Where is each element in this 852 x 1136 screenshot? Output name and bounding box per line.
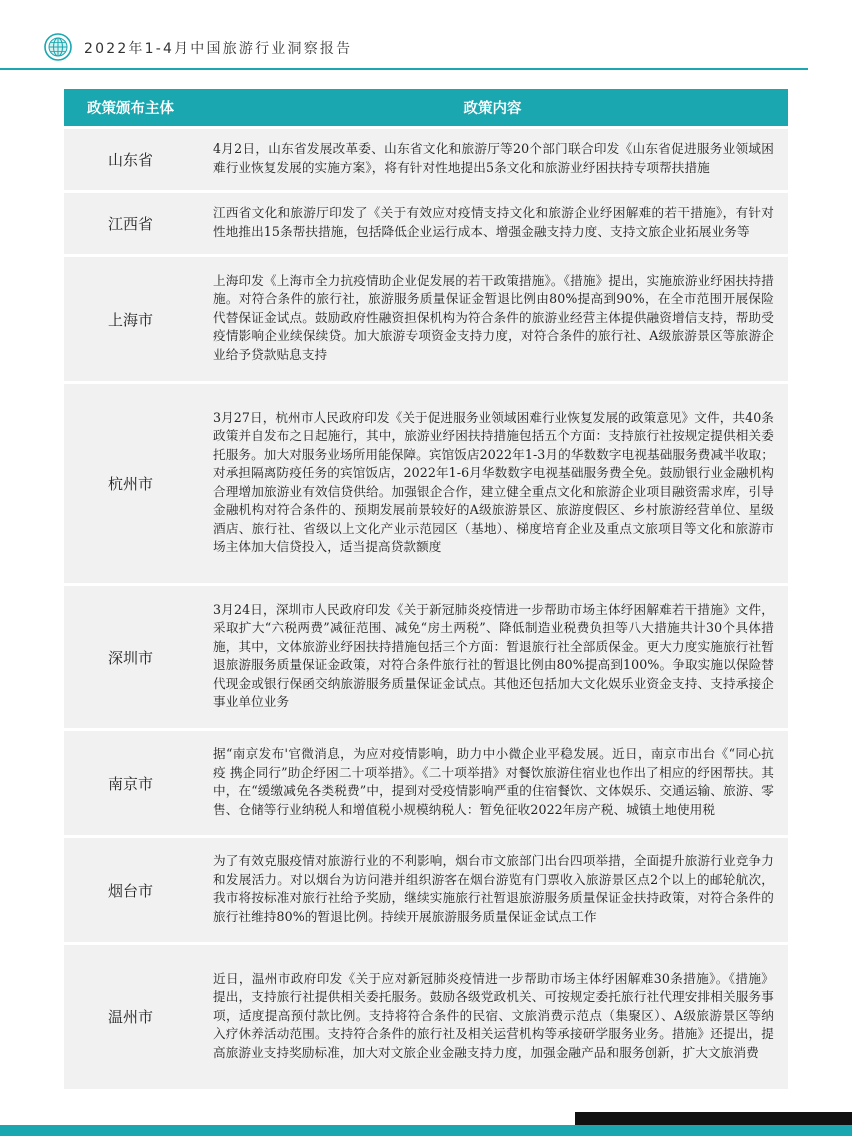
region-cell: 山东省 (64, 128, 197, 192)
table-row (64, 944, 788, 1089)
region-cell: 温州市 (64, 944, 197, 1089)
footer-accent-block (575, 1112, 852, 1125)
table-header-row (64, 89, 788, 128)
policy-content-cell: 3月27日，杭州市人民政府印发《关于促进服务业领域困难行业恢复发展的政策意见》文件，共40条政策并自发布之日起施行，其中，旅游业纾困扶持措施包括五个方面：支持旅行社按规定提供相关委托服务。加大对服务业场所用能保障。宾馆饭店2022年1-3月的华数数字电视基础服务费减半收取；对承担隔离防疫任务的宾馆饭店，2022年1-6月华数数字电视基础服务费全免。鼓励银行业金融机构合理增加旅游业有效信贷供给。加强银企合作，建立健全重点文化和旅游企业项目融资需求库，引导金融机构对符合条件的、预期发展前景较好的A级旅游景区、旅游度假区、乡村旅游经营单位、星级酒店、旅行社、省级以上文化产业示范园区（基地）、梯度培育企业及重点文旅项目等文化和旅游市场主体加大信贷投入，适当提高贷款额度 (197, 383, 788, 585)
footer-bar (0, 1125, 852, 1136)
table-row (64, 192, 788, 256)
table-row (64, 730, 788, 837)
globe-logo-icon (44, 33, 72, 61)
page-header (0, 0, 852, 70)
policy-content-cell: 为了有效克服疫情对旅游行业的不利影响，烟台市文旅部门出台四项举措，全面提升旅游行业竞争力和发展活力。对以烟台为访问港并组织游客在烟台游览有门票收入旅游景区点2个以上的邮轮航次，我市将按标准对旅行社给予奖励，继续实施旅行社暂退旅游服务质量保证金扶持政策，对符合条件的旅行社维持80%的暂退比例。持续开展旅游服务质量保证金试点工作 (197, 837, 788, 944)
header-divider (0, 68, 808, 70)
policy-content-cell: 3月24日，深圳市人民政府印发《关于新冠肺炎疫情进一步帮助市场主体纾困解难若干措施》文件，采取扩大“六税两费”减征范围、减免“房土两税”、降低制造业税费负担等八大措施共计30个具体措施，其中，文体旅游业纾困扶持措施包括三个方面：暂退旅行社全部质保金。更大力度实施旅行社暂退旅游服务质量保证金政策，对符合条件旅行社的暂退比例由80%提高到100%。争取实施以保险替代现金或银行保函交纳旅游服务质量保证金试点。其他还包括加大文化娱乐业资金支持、支持承接企事业单位业务 (197, 585, 788, 730)
region-cell: 杭州市 (64, 383, 197, 585)
policy-content-cell: 近日，温州市政府印发《关于应对新冠肺炎疫情进一步帮助市场主体纾困解难30条措施》。《措施》提出，支持旅行社提供相关委托服务。鼓励各级党政机关、可按规定委托旅行社代理安排相关服务事项，适度提高预付款比例。支持将符合条件的民宿、文旅消费示范点（集聚区）、A级旅游景区等纳入疗休养活动范围。支持符合条件的旅行社及相关运营机构等承接研学服务业务。措施》还提出，提高旅游业支持奖励标准，加大对文旅企业金融支持力度，加强金融产品和服务创新，扩大文旅消费 (197, 944, 788, 1089)
report-title: 2022年1-4月中国旅游行业洞察报告 (84, 41, 353, 57)
table-row (64, 256, 788, 383)
table-row (64, 585, 788, 730)
region-cell: 江西省 (64, 192, 197, 256)
column-header-content: 政策内容 (197, 89, 788, 128)
policy-content-cell: 江西省文化和旅游厅印发了《关于有效应对疫情支持文化和旅游企业纾困解难的若干措施》，有针对性地推出15条帮扶措施，包括降低企业运行成本、增强金融支持力度、支持文旅企业拓展业务等 (197, 192, 788, 256)
table-row (64, 128, 788, 192)
table-row (64, 837, 788, 944)
region-cell: 南京市 (64, 730, 197, 837)
column-header-issuer: 政策颁布主体 (64, 89, 197, 128)
region-cell: 上海市 (64, 256, 197, 383)
policy-table (64, 89, 788, 1089)
region-cell: 深圳市 (64, 585, 197, 730)
table-row (64, 383, 788, 585)
region-cell: 烟台市 (64, 837, 197, 944)
policy-content-cell: 上海印发《上海市全力抗疫情助企业促发展的若干政策措施》。《措施》提出，实施旅游业纾困扶持措施。对符合条件的旅行社，旅游服务质量保证金暂退比例由80%提高到90%，在全市范围开展保险代替保证金试点。鼓励政府性融资担保机构为符合条件的旅游业经营主体提供融资增信支持，帮助受疫情影响企业续保续贷。加大旅游专项资金支持力度，对符合条件的旅行社、A级旅游景区等旅游企业给予贷款贴息支持 (197, 256, 788, 383)
policy-content-cell: 据“南京发布'官微消息，为应对疫情影响，助力中小微企业平稳发展。近日，南京市出台《“同心抗疫 携企同行”助企纾困二十项举措》。《二十项举措》对餐饮旅游住宿业也作出了相应的纾困帮扶。其中，在“缓缴减免各类税费”中，提到对受疫情影响严重的住宿餐饮、文体娱乐、交通运输、旅游、零售、仓储等行业纳税人和增值税小规模纳税人：暂免征收2022年房产税、城镇土地使用税 (197, 730, 788, 837)
policy-content-cell: 4月2日，山东省发展改革委、山东省文化和旅游厅等20个部门联合印发《山东省促进服务业领域困难行业恢复发展的实施方案》，将有针对性地提出5条文化和旅游业纾困扶持专项帮扶措施 (197, 128, 788, 192)
